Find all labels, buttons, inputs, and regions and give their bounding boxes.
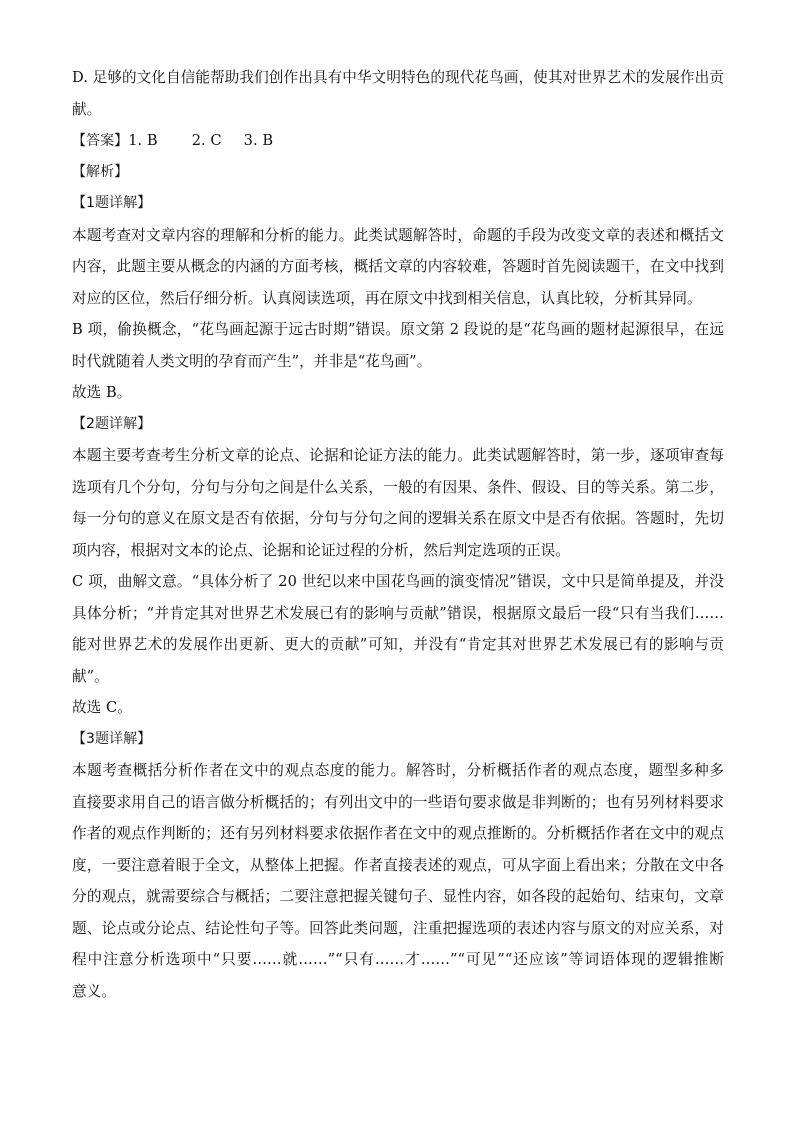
q3-line: 直接要求用自己的语言做分析概括的；有列出文中的一些语句要求做是非判断的；也有另列材料要求 <box>72 793 724 811</box>
answer-2: 2. C <box>191 132 222 149</box>
answer-1: 1. B <box>128 132 158 149</box>
q2-line: 故选 C。 <box>72 699 132 716</box>
option-d-line-1: D. 足够的文化自信能帮助我们创作出具有中华文明特色的现代花鸟画，使其对世界艺术的发展作出贡 <box>72 69 724 86</box>
q3-line: 程中注意分析选项中“只要……就……”“只有……才……”“可见”“还应该”等词语体现的逻辑推断 <box>72 951 724 968</box>
q1-line: 本题考查对文章内容的理解和分析的能力。此类试题解答时，命题的手段为改变文章的表述和概括文 <box>72 226 724 244</box>
q3-line: 度，一要注意着眼于全文，从整体上把握。作者直接表述的观点，可从字面上看出来；分散在文中各 <box>72 856 724 874</box>
q2-line: 选项有几个分句，分句与分句之间是什么关系，一般的有因果、条件、假设、目的等关系。第二步， <box>72 478 724 496</box>
q2-line: 每一分句的意义在原文是否有依据，分句与分句之间的逻辑关系在原文中是否有依据。答题时，先切 <box>72 510 724 527</box>
answer-label: 【答案】 <box>72 133 129 149</box>
q3-heading: 【3题详解】 <box>72 730 152 747</box>
q2-line: 献”。 <box>72 667 109 685</box>
q2-line: 本题主要考查考生分析文章的论点、论据和论证方法的能力。此类试题解答时，第一步，逐项审查每 <box>72 447 724 464</box>
q2-line: 能对世界艺术的发展作出更新、更大的贡献”可知，并没有“肯定其对世界艺术发展已有的影响与贡 <box>72 636 724 653</box>
q3-line: 题、论点或分论点、结论性句子等。回答此类问题，注重把握选项的表述内容与原文的对应关系，对 <box>72 919 724 937</box>
document-content <box>72 62 724 1007</box>
option-d-line-2: 献。 <box>72 100 102 118</box>
q2-heading: 【2题详解】 <box>72 415 152 432</box>
q3-line: 分的观点，就需要综合与概括；二要注意把握关键句子、显性内容，如各段的起始句、结束句，文章 <box>72 888 724 905</box>
answer-line <box>72 125 724 157</box>
analysis-heading: 【解析】 <box>72 163 129 180</box>
q2-line: 项内容，根据对文本的论点、论据和论证过程的分析，然后判定选项的正误。 <box>72 541 570 559</box>
q1-heading: 【1题详解】 <box>72 195 152 211</box>
q1-line: 故选 B。 <box>72 384 132 401</box>
q1-line: 内容，此题主要从概念的内涵的方面考核，概括文章的内容较难，答题时首先阅读题干，在文中找到 <box>72 258 724 275</box>
q1-line: 时代就随着人类文明的孕育而产生”，并非是“花鸟画”。 <box>72 352 432 370</box>
q1-line: 对应的区位，然后仔细分析。认真阅读选项，再在原文中找到相关信息，认真比较，分析其异同。 <box>72 289 702 307</box>
answer-3: 3. B <box>243 132 274 149</box>
q2-line: 具体分析；“并肯定其对世界艺术发展已有的影响与贡献”错误，根据原文最后一段“只有当我们…… <box>72 604 724 622</box>
q2-line: C 项，曲解文意。“具体分析了 20 世纪以来中国花鸟画的演变情况”错误，文中只是简单提及，并没 <box>72 573 724 590</box>
q3-line: 作者的观点作判断的；还有另列材料要求依据作者在文中的观点推断的。分析概括作者在文中的观点 <box>72 825 724 842</box>
q3-line: 意义。 <box>72 982 116 1000</box>
q3-line: 本题考查概括分析作者在文中的观点态度的能力。解答时，分析概括作者的观点态度，题型多种多 <box>72 762 724 779</box>
q1-line: B 项，偷换概念，“花鸟画起源于远古时期”错误。原文第 2 段说的是“花鸟画的题材起源很早，在远 <box>72 321 724 338</box>
